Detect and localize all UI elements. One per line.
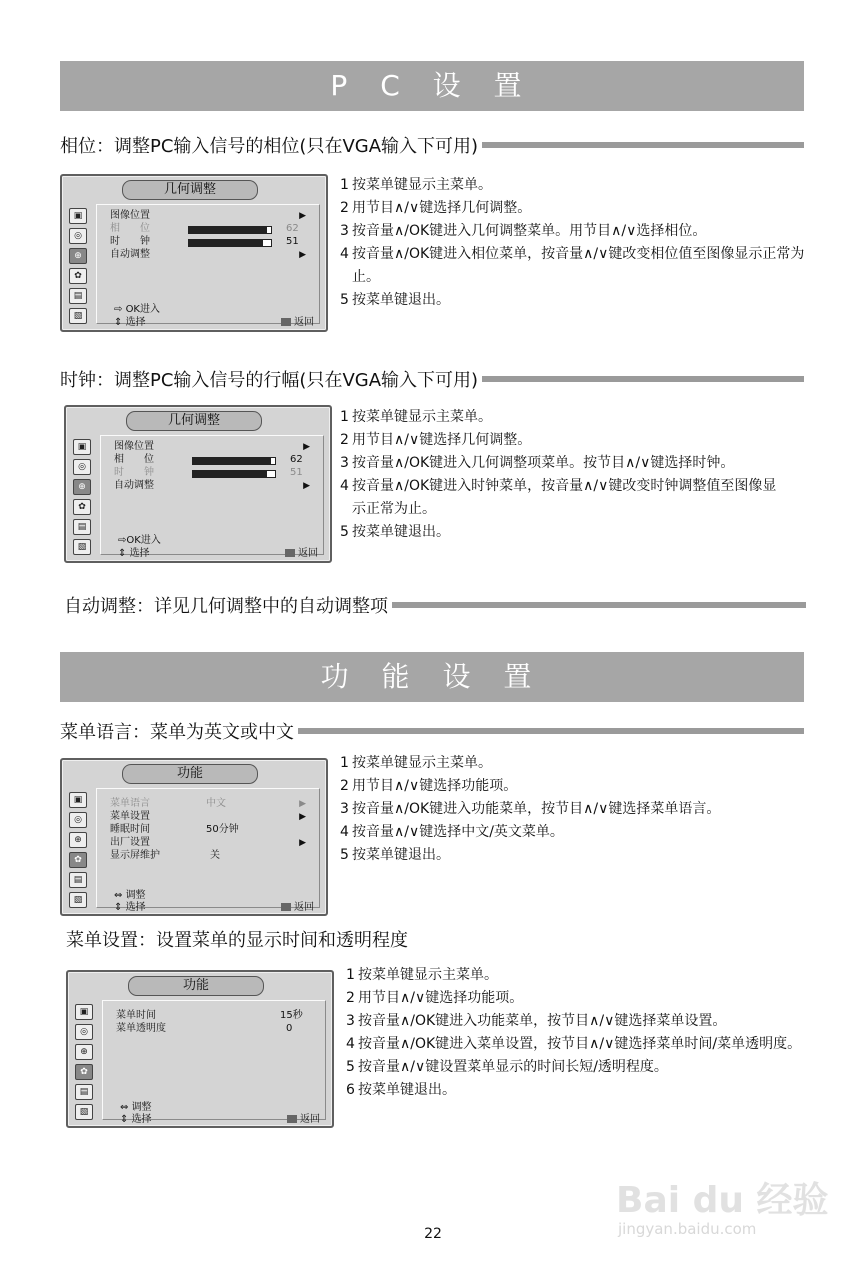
osd-hint-select: ⇕ 选择 xyxy=(114,902,146,913)
osd-item-menu-time: 菜单时间 15秒 xyxy=(116,1010,303,1021)
steps-menu-settings xyxy=(346,964,812,1102)
heading-rule xyxy=(482,142,804,148)
osd-item-clock: 时 钟 51 xyxy=(114,467,303,478)
watermark-url: jingyan.baidu.com xyxy=(618,1220,757,1238)
picture-icon: ▣ xyxy=(69,208,87,224)
phase-slider xyxy=(188,226,272,234)
clock-slider xyxy=(188,239,272,247)
function-icon: ✿ xyxy=(75,1064,93,1080)
step: 4 按音量∧/OK键进入相位菜单，按音量∧/∨键改变相位值至图像显示正常为止。 xyxy=(340,246,805,285)
step: 6 按菜单键退出。 xyxy=(346,1082,456,1098)
pc-icon: ▤ xyxy=(75,1084,93,1100)
geometry-icon: ⊕ xyxy=(73,479,91,495)
picture-icon: ▣ xyxy=(73,439,91,455)
source-icon: ▧ xyxy=(75,1104,93,1120)
section-heading-menu-language: 菜单语言：菜单为英文或中文 xyxy=(60,718,804,744)
osd-hint-adjust: ⇔ 调整 xyxy=(114,890,146,901)
watermark-logo: Bai du 经验 xyxy=(616,1180,829,1221)
step: 2 用节目∧/∨键选择几何调整。 xyxy=(340,432,532,448)
osd-return: 返回 xyxy=(281,898,314,913)
osd-hint-enter: ⇨OK进入 xyxy=(118,535,161,546)
section-heading-clock: 时钟：调整PC输入信号的行幅(只在VGA输入下可用) xyxy=(60,366,804,392)
osd-item-screen-maintenance: 显示屏维护 关 xyxy=(110,850,220,861)
osd-item-image-position: 图像位置 ▶ xyxy=(114,441,310,452)
section-heading-auto-adjust: 自动调整：详见几何调整中的自动调整项 xyxy=(64,592,806,618)
osd-item-menu-language: 菜单语言 中文 ▶ xyxy=(110,798,306,809)
geometry-icon: ⊕ xyxy=(75,1044,93,1060)
osd-hint-adjust: ⇔ 调整 xyxy=(120,1102,152,1113)
source-icon: ▧ xyxy=(69,892,87,908)
osd-hint-select: ⇕ 选择 xyxy=(120,1114,152,1125)
phase-slider xyxy=(192,457,276,465)
function-icon: ✿ xyxy=(73,499,91,515)
step: 4 按音量∧/OK键进入时钟菜单，按音量∧/∨键改变时钟调整值至图像显示正常为止。 xyxy=(340,478,777,517)
sound-icon: ◎ xyxy=(69,228,87,244)
clock-slider xyxy=(192,470,276,478)
osd-return: 返回 xyxy=(285,544,318,559)
step: 5 按音量∧/∨键设置菜单显示的时间长短/透明程度。 xyxy=(346,1059,668,1075)
osd-item-auto-adjust: 自动调整 ▶ xyxy=(114,480,310,491)
osd-geometry-phase xyxy=(60,174,328,332)
step: 2 用节目∧/∨键选择功能项。 xyxy=(346,990,524,1006)
osd-item-clock: 时 钟 51 xyxy=(110,236,299,247)
step: 1 按菜单键显示主菜单。 xyxy=(346,967,498,983)
osd-icon-column xyxy=(66,206,90,328)
section-heading-phase xyxy=(60,132,804,158)
geometry-icon: ⊕ xyxy=(69,248,87,264)
step: 3 按音量∧/OK键进入功能菜单，按节目∧/∨键选择菜单设置。 xyxy=(346,1013,727,1029)
osd-geometry-clock: 几何调整 ▣ ◎ ⊕ ✿ ▤ ▧ 图像位置 ▶ 相 位 62 时 钟 51 自动调整 ▶ ⇨OK进入 ⇕ 选择 返回 xyxy=(64,405,332,563)
osd-hint-select: ⇕ 选择 xyxy=(114,317,146,328)
steps-phase xyxy=(340,174,810,312)
step: 5 按菜单键退出。 xyxy=(340,524,450,540)
osd-item-phase: 相 位 62 xyxy=(114,454,303,465)
osd-title: 几何调整 xyxy=(122,180,258,200)
picture-icon: ▣ xyxy=(75,1004,93,1020)
step: 5 按菜单键退出。 xyxy=(340,292,450,308)
osd-item-phase: 相 位 62 xyxy=(110,223,299,234)
osd-item-menu-transparency: 菜单透明度 0 xyxy=(116,1023,293,1034)
section-banner-pc-settings: P C 设 置 xyxy=(60,61,804,111)
osd-function-menu-settings: 功能 ▣ ◎ ⊕ ✿ ▤ ▧ 菜单时间 15秒 菜单透明度 0 ⇔ 调整 ⇕ 选择 返回 xyxy=(66,970,334,1128)
osd-item-image-position: 图像位置 ▶ xyxy=(110,210,306,221)
step: 1 按菜单键显示主菜单。 xyxy=(340,409,492,425)
step: 2 用节目∧/∨键选择几何调整。 xyxy=(340,200,532,216)
osd-hint-select: ⇕ 选择 xyxy=(118,548,150,559)
sound-icon: ◎ xyxy=(73,459,91,475)
pc-icon: ▤ xyxy=(69,288,87,304)
source-icon: ▧ xyxy=(69,308,87,324)
geometry-icon: ⊕ xyxy=(69,832,87,848)
picture-icon: ▣ xyxy=(69,792,87,808)
section-heading-text: 相位：调整PC输入信号的相位(只在VGA输入下可用) xyxy=(60,136,479,157)
osd-return: 返回 xyxy=(287,1110,320,1125)
osd-item-factory-reset: 出厂设置 ▶ xyxy=(110,837,306,848)
step: 3 按音量∧/OK键进入几何调整菜单。用节目∧/∨选择相位。 xyxy=(340,223,707,239)
osd-item-auto-adjust: 自动调整 ▶ xyxy=(110,249,306,260)
osd-function-language: 功能 ▣ ◎ ⊕ ✿ ▤ ▧ 菜单语言 中文 ▶ 菜单设置 ▶ 睡眠时间 50分钟 出厂设置 ▶ 显示屏维护 关 ⇔ 调整 ⇕ 选择 返回 xyxy=(60,758,328,916)
step: 4 按音量∧/OK键进入菜单设置，按节目∧/∨键选择菜单时间/菜单透明度。 xyxy=(346,1036,802,1052)
pc-icon: ▤ xyxy=(69,872,87,888)
step: 4 按音量∧/∨键选择中文/英文菜单。 xyxy=(340,824,564,840)
step: 5 按菜单键退出。 xyxy=(340,847,450,863)
function-icon: ✿ xyxy=(69,852,87,868)
osd-item-sleep-time: 睡眠时间 50分钟 xyxy=(110,824,239,835)
function-icon: ✿ xyxy=(69,268,87,284)
section-heading-menu-settings: 菜单设置：设置菜单的显示时间和透明程度 xyxy=(66,930,408,951)
step: 3 按音量∧/OK键进入功能菜单，按节目∧/∨键选择菜单语言。 xyxy=(340,801,721,817)
step: 1 按菜单键显示主菜单。 xyxy=(340,177,492,193)
osd-return: 返回 xyxy=(281,313,314,328)
section-banner-function-settings: 功 能 设 置 xyxy=(60,652,804,702)
step: 1 按菜单键显示主菜单。 xyxy=(340,755,492,771)
osd-item-menu-settings: 菜单设置 ▶ xyxy=(110,811,306,822)
steps-menu-language xyxy=(340,752,810,867)
osd-hint-enter: ⇨ OK进入 xyxy=(114,304,160,315)
step: 2 用节目∧/∨键选择功能项。 xyxy=(340,778,518,794)
step: 3 按音量∧/OK键进入几何调整项菜单。按节目∧/∨键选择时钟。 xyxy=(340,455,735,471)
page-number: 22 xyxy=(424,1226,442,1242)
sound-icon: ◎ xyxy=(69,812,87,828)
pc-icon: ▤ xyxy=(73,519,91,535)
source-icon: ▧ xyxy=(73,539,91,555)
steps-clock xyxy=(340,406,786,544)
sound-icon: ◎ xyxy=(75,1024,93,1040)
